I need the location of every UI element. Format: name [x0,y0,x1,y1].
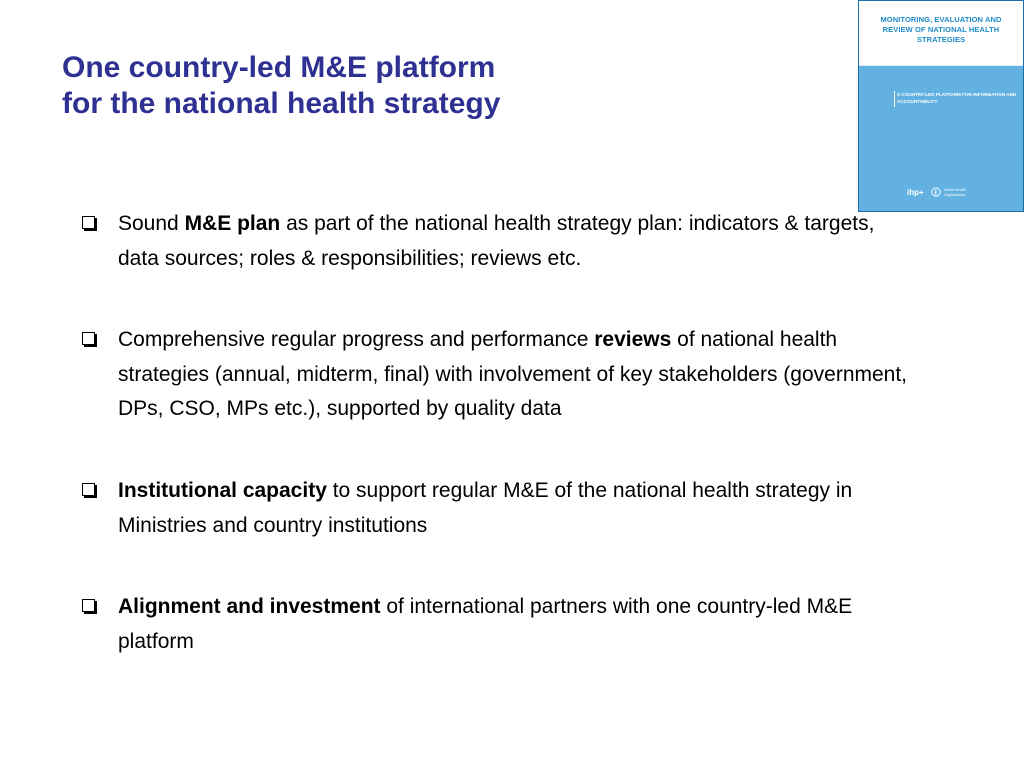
bullet-text-pre: Sound [118,212,185,235]
bullet-text-post: as part of the national health strategy plan: indicators & targets, data sources; roles & responsibilities; reviews etc. [118,212,875,270]
bullet-text-post: of national health strategies (annual, midterm, final) with involvement of key stakeholders (government, DPs, CSO, MPs etc.), supported by quality data [118,328,908,421]
cover-logos [899,187,1009,199]
slide-title [62,50,822,122]
checkbox-square-icon [82,332,95,345]
cover-title: MONITORING, EVALUATION AND REVIEW OF NATIONAL HEALTH STRATEGIES [880,15,1002,44]
checkbox-square-icon [82,483,95,496]
bullet-list [80,207,910,659]
checkbox-square-icon [82,599,95,612]
bullet-item-me-plan [80,207,910,276]
slide-title-line-1: One country-led M&E platform [62,51,496,84]
bullet-item-alignment [80,590,910,659]
bullet-text-post: of international partners with one country-led M&E platform [118,595,853,653]
bullet-text-bold: M&E plan [184,212,281,235]
bullet-item-reviews [80,323,910,427]
bullet-text-pre: Comprehensive regular progress and performance [118,328,595,352]
bullet-item-institutional-capacity [80,474,910,543]
checkbox-square-icon [82,216,95,229]
report-cover-thumbnail [858,0,1024,212]
cover-subtitle: A COUNTRY-LED PLATFORM FOR INFORMATION AND ACCOUNTABILITY [897,92,1017,104]
bullet-text-post: to support regular M&E of the national health strategy in Ministries and country institutions [118,478,853,537]
bullet-text-bold: reviews [594,328,672,352]
slide-title-line-2: for the national health strategy [62,87,501,120]
who-emblem-icon [931,187,941,197]
ihp-logo: ihp+ [907,188,924,197]
bullet-text-bold: Institutional capacity [118,478,327,502]
cover-header-panel [859,1,1023,66]
who-logo-text: World Health Organization [944,188,966,197]
cover-accent-bar [894,91,895,107]
bullet-text-bold: Alignment and investment [118,595,381,619]
